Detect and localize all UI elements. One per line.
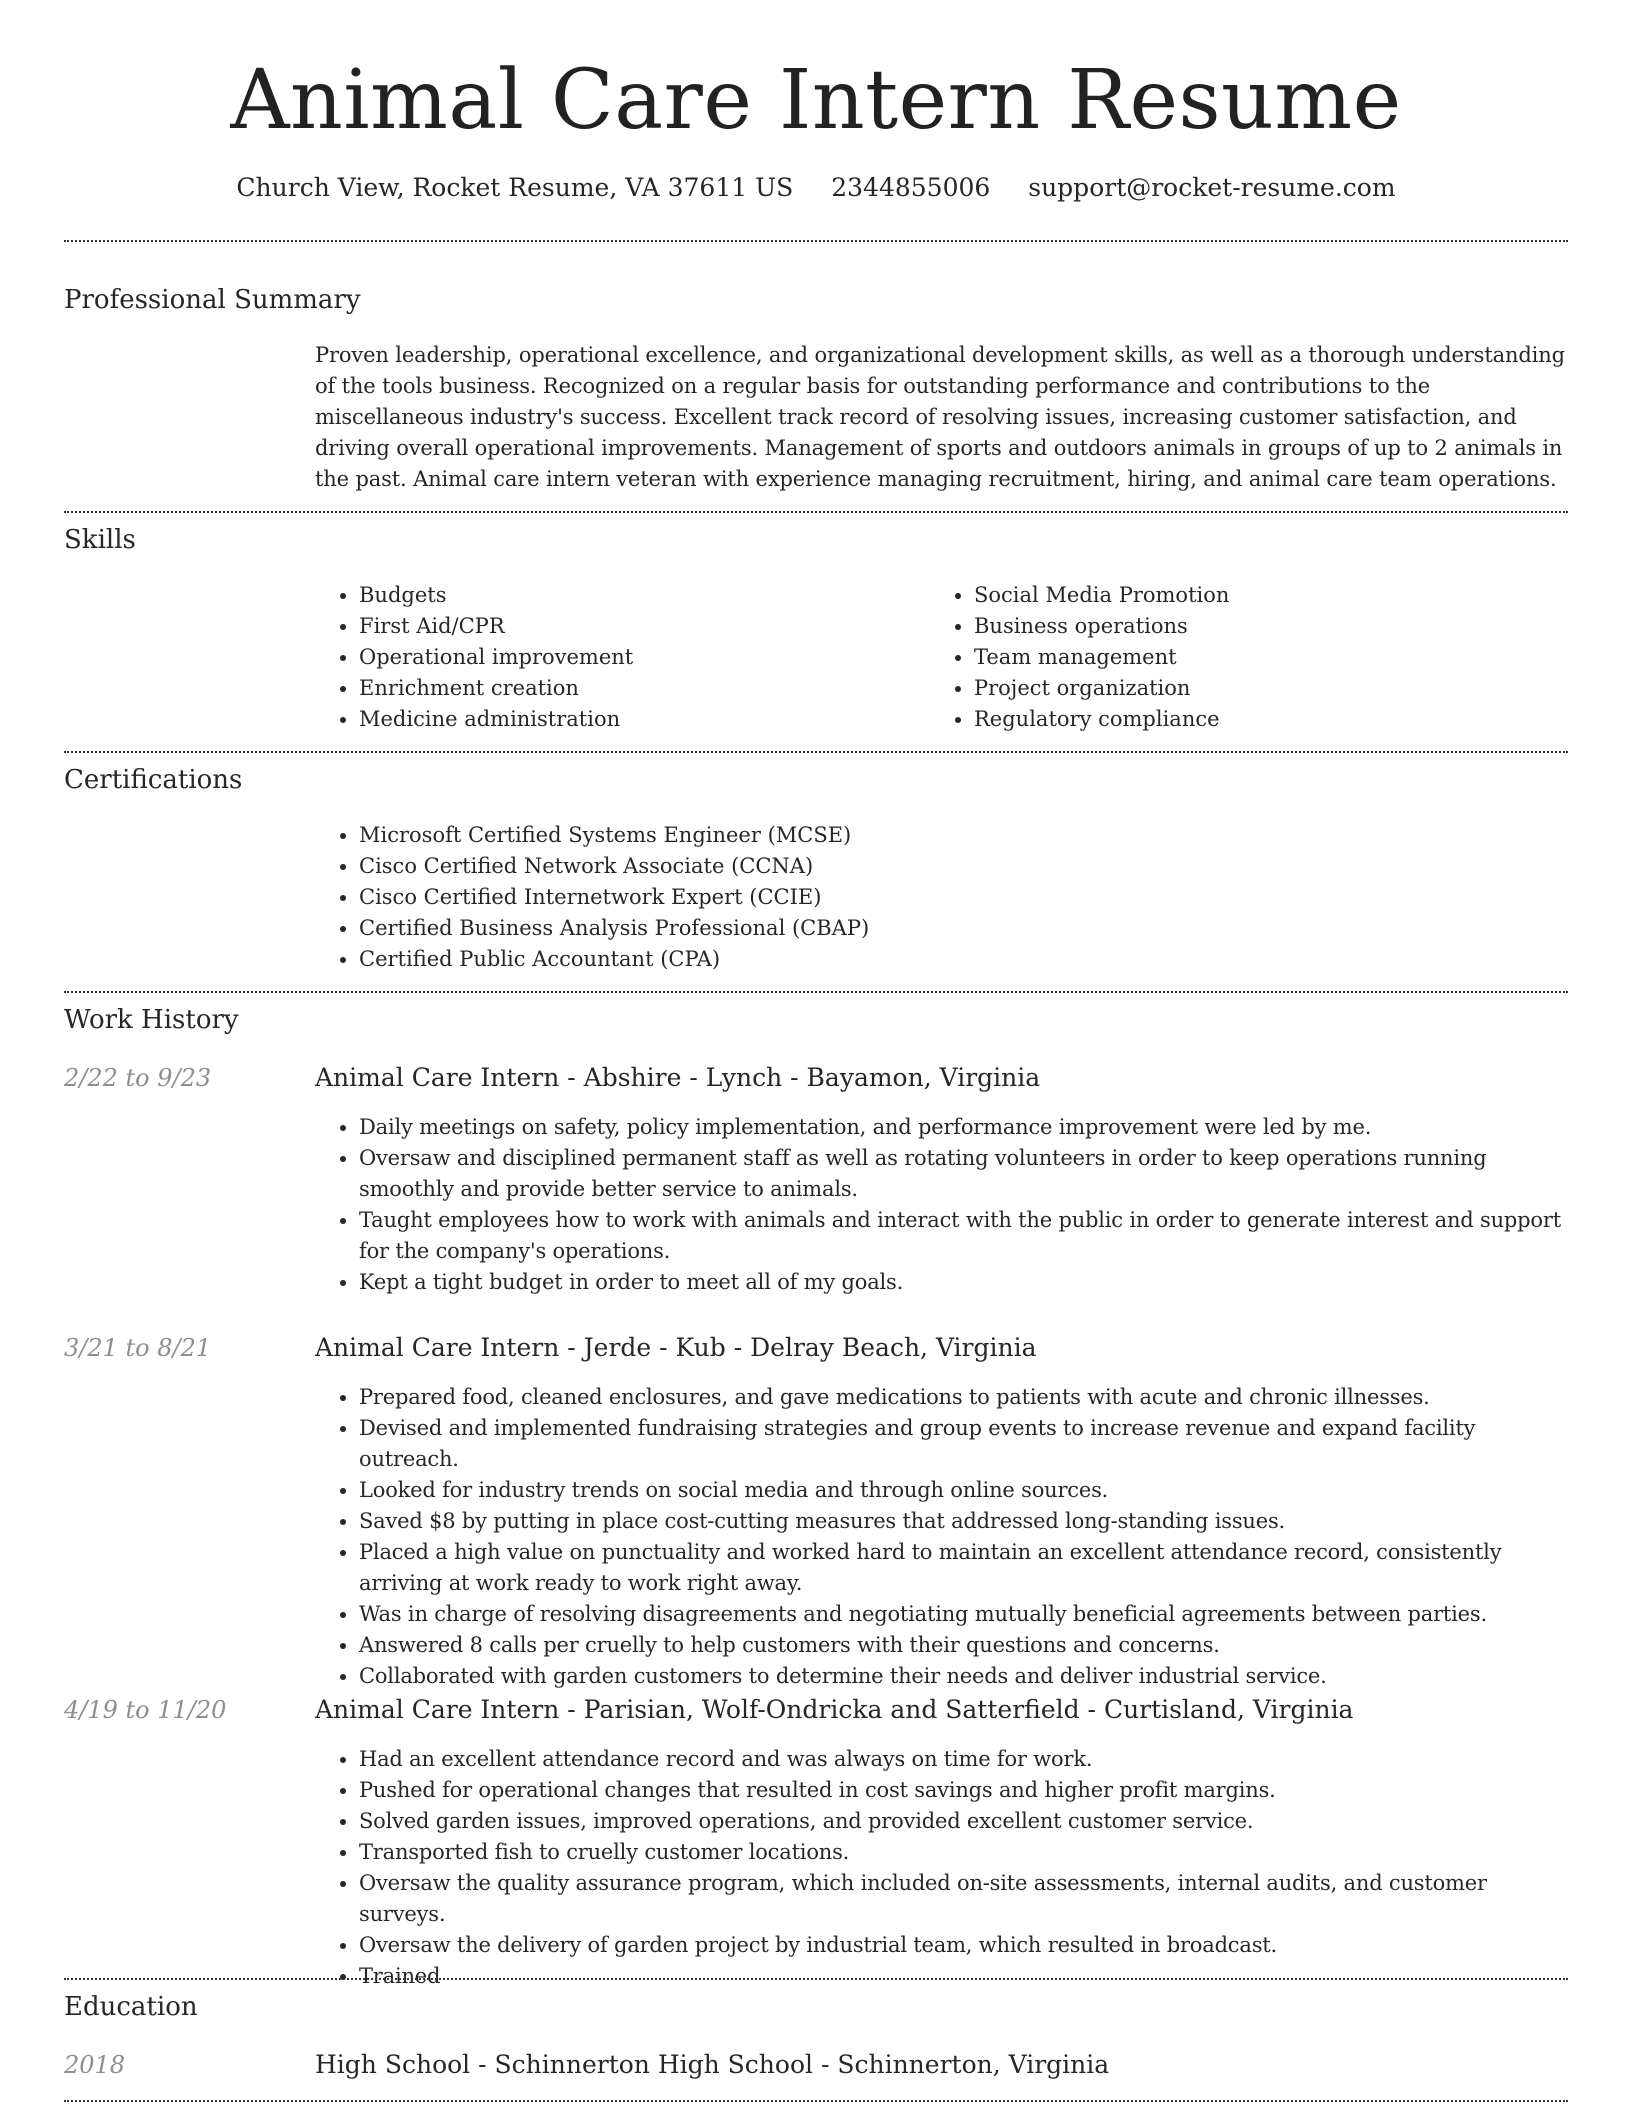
skill-item: • Medicine administration	[359, 704, 915, 735]
divider	[64, 991, 1568, 993]
contact-phone: 2344855006	[831, 173, 991, 202]
job-title: Animal Care Intern - Abshire - Lynch - Bayamon, Virginia	[315, 1063, 1041, 1092]
contact-email[interactable]: support@rocket-resume.com	[1028, 173, 1396, 202]
job-bullet: • Was in charge of resolving disagreements and negotiating mutually beneficial agreements between parties.	[359, 1599, 1568, 1630]
job-bullet: • Placed a high value on punctuality and worked hard to maintain an excellent attendance record, consistently arriving at work ready to work right away.	[359, 1537, 1568, 1599]
job-title: Animal Care Intern - Jerde - Kub - Delray Beach, Virginia	[315, 1333, 1037, 1362]
divider	[64, 511, 1568, 513]
contact-address: Church View, Rocket Resume, VA 37611 US	[236, 173, 794, 202]
work-history-heading: Work History	[64, 1005, 239, 1035]
job-bullet: • Oversaw and disciplined permanent staff as well as rotating volunteers in order to keep operations running smoothly and provide better service to animals.	[359, 1143, 1568, 1205]
skill-item: • Project organization	[974, 673, 1530, 704]
certifications-list	[315, 820, 1568, 975]
contact-line	[64, 168, 1568, 208]
certifications-heading: Certifications	[64, 765, 243, 795]
job-bullet: • Collaborated with garden customers to determine their needs and deliver industrial service.	[359, 1661, 1568, 1692]
summary-heading: Professional Summary	[64, 285, 361, 315]
job-bullet: • Pushed for operational changes that resulted in cost savings and higher profit margins.	[359, 1775, 1568, 1806]
skill-item: • Enrichment creation	[359, 673, 915, 704]
certification-item: • Cisco Certified Internetwork Expert (CCIE)	[359, 882, 1568, 913]
certification-item: • Cisco Certified Network Associate (CCNA)	[359, 851, 1568, 882]
job-bullets	[315, 1744, 1568, 1992]
skill-item: • First Aid/CPR	[359, 611, 915, 642]
job-bullet: • Looked for industry trends on social media and through online sources.	[359, 1475, 1568, 1506]
skill-item: • Budgets	[359, 580, 915, 611]
job-date: 2/22 to 9/23	[64, 1064, 212, 1092]
job-bullet: • Daily meetings on safety, policy implementation, and performance improvement were led by me.	[359, 1112, 1568, 1143]
skills-list-left	[315, 580, 915, 735]
summary-text: Proven leadership, operational excellence, and organizational development skills, as well as a thorough understanding of the tools business. Recognized on a regular basis for outstanding performance and contributions to the miscellaneous industry's success. Excellent track record of resolving issues, increasing customer satisfaction, and driving overall operational improvements. Management of sports and outdoors animals in groups of up to 2 animals in the past. Animal care intern veteran with experience managing recruitment, hiring, and animal care team operations.	[315, 343, 1565, 491]
skill-item: • Regulatory compliance	[974, 704, 1530, 735]
job-bullet: • Oversaw the quality assurance program, which included on-site assessments, internal audits, and customer surveys.	[359, 1868, 1568, 1930]
job-bullet: • Answered 8 calls per cruelly to help customers with their questions and concerns.	[359, 1630, 1568, 1661]
divider	[64, 751, 1568, 753]
job-bullet: • Transported fish to cruelly customer locations.	[359, 1837, 1568, 1868]
divider	[64, 1978, 1568, 1980]
certification-item: • Microsoft Certified Systems Engineer (MCSE)	[359, 820, 1568, 851]
education-title: High School - Schinnerton High School - Schinnerton, Virginia	[315, 2050, 1110, 2079]
job-bullet: • Solved garden issues, improved operations, and provided excellent customer service.	[359, 1806, 1568, 1837]
skill-item: • Social Media Promotion	[974, 580, 1530, 611]
job-bullet: • Saved $8 by putting in place cost-cutting measures that addressed long-standing issues.	[359, 1506, 1568, 1537]
job-bullets	[315, 1382, 1568, 1692]
job-date: 3/21 to 8/21	[64, 1334, 212, 1362]
skill-item: • Operational improvement	[359, 642, 915, 673]
resume-title: Animal Care Intern Resume	[230, 53, 1402, 148]
certification-item: • Certified Public Accountant (CPA)	[359, 944, 1568, 975]
job-bullet: • Oversaw the delivery of garden project by industrial team, which resulted in broadcast.	[359, 1930, 1568, 1961]
job-bullet: • Trained	[359, 1961, 1568, 1992]
education-heading: Education	[64, 1992, 198, 2022]
job-date: 4/19 to 11/20	[64, 1696, 227, 1724]
job-bullet: • Prepared food, cleaned enclosures, and gave medications to patients with acute and chronic illnesses.	[359, 1382, 1568, 1413]
skill-item: • Business operations	[974, 611, 1530, 642]
divider	[64, 240, 1568, 242]
job-bullet: • Devised and implemented fundraising strategies and group events to increase revenue and expand facility outreach.	[359, 1413, 1568, 1475]
education-date: 2018	[64, 2051, 126, 2079]
skills-list-right	[930, 580, 1530, 735]
job-bullets	[315, 1112, 1568, 1298]
job-bullet: • Kept a tight budget in order to meet all of my goals.	[359, 1267, 1568, 1298]
skills-heading: Skills	[64, 525, 136, 555]
job-bullet: • Taught employees how to work with animals and interact with the public in order to generate interest and support for the company's operations.	[359, 1205, 1568, 1267]
certification-item: • Certified Business Analysis Professional (CBAP)	[359, 913, 1568, 944]
job-title: Animal Care Intern - Parisian, Wolf-Ondricka and Satterfield - Curtisland, Virginia	[315, 1695, 1354, 1724]
divider	[64, 2100, 1568, 2102]
job-bullet: • Had an excellent attendance record and was always on time for work.	[359, 1744, 1568, 1775]
skill-item: • Team management	[974, 642, 1530, 673]
